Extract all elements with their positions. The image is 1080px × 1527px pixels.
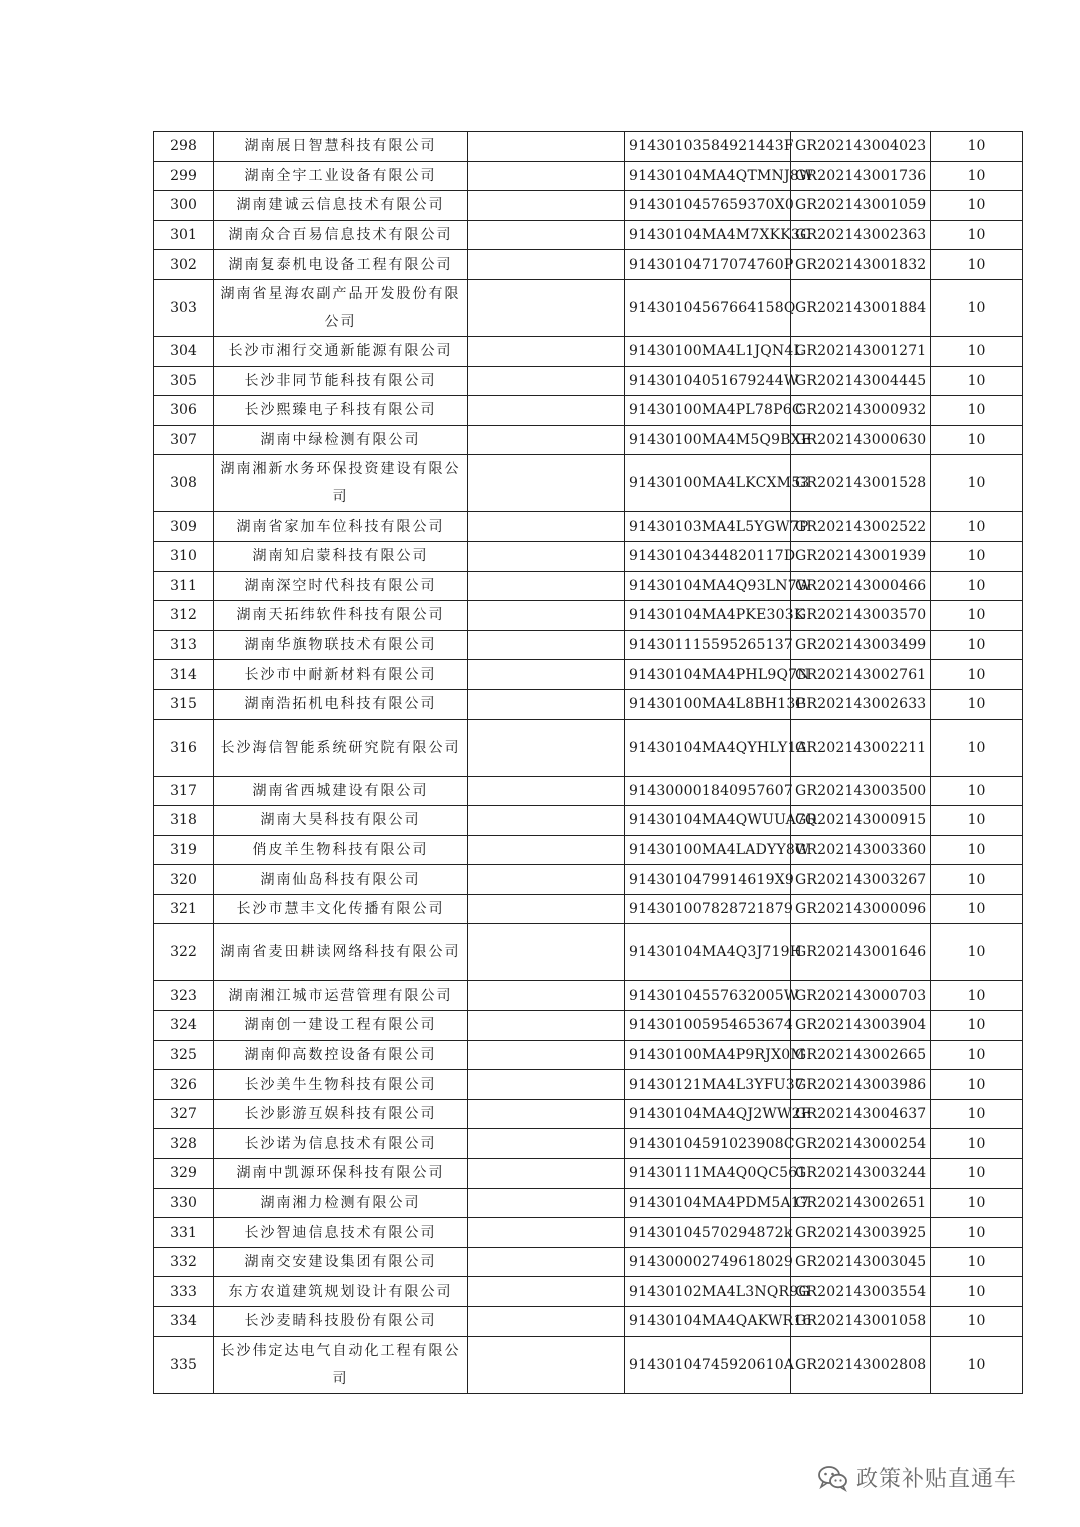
certificate-number: GR202143002363 <box>791 220 931 250</box>
company-name: 湖南中凯源环保科技有限公司 <box>214 1159 468 1189</box>
score-value: 10 <box>931 1336 1023 1393</box>
score-value: 10 <box>931 250 1023 280</box>
certificate-number: GR202143003244 <box>791 1159 931 1189</box>
certificate-number: GR202143002761 <box>791 660 931 690</box>
wechat-icon <box>818 1465 848 1491</box>
company-name: 长沙市中耐新材料有限公司 <box>214 660 468 690</box>
company-name: 湖南仙岛科技有限公司 <box>214 865 468 895</box>
empty-cell <box>468 336 625 366</box>
company-name: 湖南天拓纬软件科技有限公司 <box>214 601 468 631</box>
credit-code: 91430100MA4LKCXM53 <box>625 455 791 512</box>
row-number: 333 <box>154 1277 214 1307</box>
certificate-number: GR202143003904 <box>791 1011 931 1041</box>
score-value: 10 <box>931 571 1023 601</box>
certificate-number: GR202143002522 <box>791 512 931 542</box>
row-number: 318 <box>154 806 214 836</box>
certificate-number: GR202143002211 <box>791 719 931 776</box>
empty-cell <box>468 689 625 719</box>
company-name: 长沙智迪信息技术有限公司 <box>214 1218 468 1248</box>
company-name: 湖南湘新水务环保投资建设有限公司 <box>214 455 468 512</box>
empty-cell <box>468 835 625 865</box>
empty-cell <box>468 924 625 981</box>
table-row <box>154 1129 1023 1159</box>
empty-cell <box>468 630 625 660</box>
score-value: 10 <box>931 220 1023 250</box>
credit-code: 91430104MA4Q93LN7W <box>625 571 791 601</box>
certificate-number: GR202143000932 <box>791 396 931 426</box>
empty-cell <box>468 1129 625 1159</box>
company-name: 湖南全宇工业设备有限公司 <box>214 161 468 191</box>
empty-cell <box>468 1188 625 1218</box>
credit-code: 91430104570294872k <box>625 1218 791 1248</box>
empty-cell <box>468 132 625 162</box>
score-value: 10 <box>931 1070 1023 1100</box>
certificate-number: GR202143003500 <box>791 776 931 806</box>
empty-cell <box>468 1218 625 1248</box>
row-number: 331 <box>154 1218 214 1248</box>
row-number: 319 <box>154 835 214 865</box>
company-name: 湖南知启蒙科技有限公司 <box>214 541 468 571</box>
row-number: 301 <box>154 220 214 250</box>
table-row <box>154 924 1023 981</box>
credit-code: 91430104MA4QAKWR16 <box>625 1307 791 1337</box>
empty-cell <box>468 981 625 1011</box>
score-value: 10 <box>931 366 1023 396</box>
company-name: 湖南深空时代科技有限公司 <box>214 571 468 601</box>
row-number: 324 <box>154 1011 214 1041</box>
certificate-number: GR202143003267 <box>791 865 931 895</box>
company-name: 长沙海信智能系统研究院有限公司 <box>214 719 468 776</box>
score-value: 10 <box>931 1247 1023 1277</box>
credit-code: 914300001840957607 <box>625 776 791 806</box>
empty-cell <box>468 865 625 895</box>
table-body <box>154 132 1023 1394</box>
empty-cell <box>468 279 625 336</box>
company-list-table <box>153 131 1023 1394</box>
score-value: 10 <box>931 1011 1023 1041</box>
credit-code: 91430104MA4M7XKK3C <box>625 220 791 250</box>
row-number: 305 <box>154 366 214 396</box>
certificate-number: GR202143003554 <box>791 1277 931 1307</box>
credit-code: 91430104MA4PDM5A17 <box>625 1188 791 1218</box>
score-value: 10 <box>931 1277 1023 1307</box>
table-row <box>154 601 1023 631</box>
credit-code: 914301005954653674 <box>625 1011 791 1041</box>
row-number: 334 <box>154 1307 214 1337</box>
table-row <box>154 279 1023 336</box>
empty-cell <box>468 1070 625 1100</box>
certificate-number: GR202143000096 <box>791 894 931 924</box>
credit-code: 914301115595265137 <box>625 630 791 660</box>
empty-cell <box>468 894 625 924</box>
row-number: 308 <box>154 455 214 512</box>
score-value: 10 <box>931 776 1023 806</box>
certificate-number: GR202143003045 <box>791 1247 931 1277</box>
credit-code: 91430100MA4L8BH13P <box>625 689 791 719</box>
row-number: 312 <box>154 601 214 631</box>
credit-code: 91430103584921443F <box>625 132 791 162</box>
row-number: 321 <box>154 894 214 924</box>
score-value: 10 <box>931 894 1023 924</box>
table-row <box>154 1307 1023 1337</box>
credit-code: 91430103MA4L5YGW7P <box>625 512 791 542</box>
company-name: 湖南众合百易信息技术有限公司 <box>214 220 468 250</box>
certificate-number: GR202143001939 <box>791 541 931 571</box>
company-name: 湖南复泰机电设备工程有限公司 <box>214 250 468 280</box>
row-number: 309 <box>154 512 214 542</box>
table-row <box>154 366 1023 396</box>
credit-code: 9143010457659370X0 <box>625 191 791 221</box>
score-value: 10 <box>931 161 1023 191</box>
table-row <box>154 1188 1023 1218</box>
row-number: 325 <box>154 1040 214 1070</box>
certificate-number: GR202143001646 <box>791 924 931 981</box>
credit-code: 91430121MA4L3YFU37 <box>625 1070 791 1100</box>
score-value: 10 <box>931 1188 1023 1218</box>
score-value: 10 <box>931 719 1023 776</box>
empty-cell <box>468 776 625 806</box>
row-number: 328 <box>154 1129 214 1159</box>
table-row <box>154 250 1023 280</box>
certificate-number: GR202143003570 <box>791 601 931 631</box>
row-number: 316 <box>154 719 214 776</box>
credit-code: 91430104557632005W <box>625 981 791 1011</box>
row-number: 302 <box>154 250 214 280</box>
score-value: 10 <box>931 336 1023 366</box>
table-row <box>154 1099 1023 1129</box>
credit-code: 91430100MA4P9RJX0M <box>625 1040 791 1070</box>
company-name: 俏皮羊生物科技有限公司 <box>214 835 468 865</box>
credit-code: 91430100MA4LADYY8W <box>625 835 791 865</box>
company-name: 湖南浩拓机电科技有限公司 <box>214 689 468 719</box>
certificate-number: GR202143000630 <box>791 425 931 455</box>
empty-cell <box>468 660 625 690</box>
company-name: 湖南湘江城市运营管理有限公司 <box>214 981 468 1011</box>
empty-cell <box>468 1159 625 1189</box>
company-name: 湖南交安建设集团有限公司 <box>214 1247 468 1277</box>
table-row <box>154 894 1023 924</box>
table-row <box>154 1218 1023 1248</box>
row-number: 320 <box>154 865 214 895</box>
credit-code: 91430104745920610A <box>625 1336 791 1393</box>
certificate-number: GR202143002808 <box>791 1336 931 1393</box>
certificate-number: GR202143004445 <box>791 366 931 396</box>
score-value: 10 <box>931 512 1023 542</box>
credit-code: 91430111MA4Q0QC561 <box>625 1159 791 1189</box>
company-name: 湖南省星海农副产品开发股份有限公司 <box>214 279 468 336</box>
certificate-number: GR202143001271 <box>791 336 931 366</box>
table-row <box>154 396 1023 426</box>
table-row <box>154 689 1023 719</box>
empty-cell <box>468 1099 625 1129</box>
score-value: 10 <box>931 279 1023 336</box>
row-number: 299 <box>154 161 214 191</box>
row-number: 323 <box>154 981 214 1011</box>
table-row <box>154 220 1023 250</box>
table-row <box>154 425 1023 455</box>
company-name: 湖南湘力检测有限公司 <box>214 1188 468 1218</box>
credit-code: 91430104717074760P <box>625 250 791 280</box>
row-number: 317 <box>154 776 214 806</box>
score-value: 10 <box>931 1218 1023 1248</box>
table-row <box>154 660 1023 690</box>
company-name: 长沙非同节能科技有限公司 <box>214 366 468 396</box>
score-value: 10 <box>931 835 1023 865</box>
score-value: 10 <box>931 1307 1023 1337</box>
table-row <box>154 865 1023 895</box>
score-value: 10 <box>931 1159 1023 1189</box>
certificate-number: GR202143001528 <box>791 455 931 512</box>
empty-cell <box>468 541 625 571</box>
company-name: 湖南创一建设工程有限公司 <box>214 1011 468 1041</box>
credit-code: 914300002749618029 <box>625 1247 791 1277</box>
table-row <box>154 630 1023 660</box>
certificate-number: GR202143003499 <box>791 630 931 660</box>
table-row <box>154 1040 1023 1070</box>
table-row <box>154 541 1023 571</box>
table-row <box>154 806 1023 836</box>
certificate-number: GR202143004023 <box>791 132 931 162</box>
company-name: 湖南省西城建设有限公司 <box>214 776 468 806</box>
table-row <box>154 1070 1023 1100</box>
empty-cell <box>468 719 625 776</box>
score-value: 10 <box>931 541 1023 571</box>
company-name: 长沙市湘行交通新能源有限公司 <box>214 336 468 366</box>
empty-cell <box>468 601 625 631</box>
company-name: 湖南大昊科技有限公司 <box>214 806 468 836</box>
company-name: 湖南展日智慧科技有限公司 <box>214 132 468 162</box>
certificate-number: GR202143001058 <box>791 1307 931 1337</box>
watermark <box>818 1462 1017 1493</box>
certificate-number: GR202143000915 <box>791 806 931 836</box>
row-number: 332 <box>154 1247 214 1277</box>
certificate-number: GR202143003925 <box>791 1218 931 1248</box>
row-number: 307 <box>154 425 214 455</box>
credit-code: 91430102MA4L3NQR9G <box>625 1277 791 1307</box>
row-number: 303 <box>154 279 214 336</box>
company-name: 湖南仰高数控设备有限公司 <box>214 1040 468 1070</box>
score-value: 10 <box>931 132 1023 162</box>
company-name: 长沙伟定达电气自动化工程有限公司 <box>214 1336 468 1393</box>
score-value: 10 <box>931 425 1023 455</box>
table-row <box>154 1336 1023 1393</box>
table-row <box>154 512 1023 542</box>
score-value: 10 <box>931 1040 1023 1070</box>
credit-code: 91430104MA4QYHLY1A <box>625 719 791 776</box>
row-number: 327 <box>154 1099 214 1129</box>
credit-code: 91430104344820117D <box>625 541 791 571</box>
score-value: 10 <box>931 191 1023 221</box>
table-row <box>154 161 1023 191</box>
table-row <box>154 132 1023 162</box>
row-number: 326 <box>154 1070 214 1100</box>
row-number: 311 <box>154 571 214 601</box>
score-value: 10 <box>931 981 1023 1011</box>
row-number: 304 <box>154 336 214 366</box>
credit-code: 91430104567664158Q <box>625 279 791 336</box>
company-name: 湖南省麦田耕读网络科技有限公司 <box>214 924 468 981</box>
score-value: 10 <box>931 689 1023 719</box>
company-name: 湖南省家加车位科技有限公司 <box>214 512 468 542</box>
certificate-number: GR202143002633 <box>791 689 931 719</box>
score-value: 10 <box>931 455 1023 512</box>
empty-cell <box>468 425 625 455</box>
empty-cell <box>468 396 625 426</box>
score-value: 10 <box>931 601 1023 631</box>
certificate-number: GR202143001884 <box>791 279 931 336</box>
certificate-number: GR202143001736 <box>791 161 931 191</box>
row-number: 306 <box>154 396 214 426</box>
table-row <box>154 1277 1023 1307</box>
row-number: 335 <box>154 1336 214 1393</box>
row-number: 330 <box>154 1188 214 1218</box>
certificate-number: GR202143000254 <box>791 1129 931 1159</box>
table-row <box>154 981 1023 1011</box>
row-number: 329 <box>154 1159 214 1189</box>
credit-code: 91430104MA4PHL9Q7N <box>625 660 791 690</box>
score-value: 10 <box>931 630 1023 660</box>
company-name: 长沙影游互娱科技有限公司 <box>214 1099 468 1129</box>
certificate-number: GR202143003360 <box>791 835 931 865</box>
score-value: 10 <box>931 865 1023 895</box>
empty-cell <box>468 1011 625 1041</box>
table-row <box>154 719 1023 776</box>
table-row <box>154 191 1023 221</box>
empty-cell <box>468 1247 625 1277</box>
certificate-number: GR202143002665 <box>791 1040 931 1070</box>
certificate-number: GR202143000703 <box>791 981 931 1011</box>
credit-code: 91430104591023908C <box>625 1129 791 1159</box>
empty-cell <box>468 512 625 542</box>
table-row <box>154 1159 1023 1189</box>
empty-cell <box>468 1307 625 1337</box>
credit-code: 91430104MA4PKE303K <box>625 601 791 631</box>
score-value: 10 <box>931 396 1023 426</box>
credit-code: 91430100MA4L1JQN4L <box>625 336 791 366</box>
credit-code: 91430104MA4Q3J719H <box>625 924 791 981</box>
company-name: 长沙市慧丰文化传播有限公司 <box>214 894 468 924</box>
certificate-number: GR202143004637 <box>791 1099 931 1129</box>
empty-cell <box>468 455 625 512</box>
empty-cell <box>468 1277 625 1307</box>
score-value: 10 <box>931 660 1023 690</box>
company-name: 长沙麦睛科技股份有限公司 <box>214 1307 468 1337</box>
table-row <box>154 776 1023 806</box>
empty-cell <box>468 161 625 191</box>
table-row <box>154 835 1023 865</box>
empty-cell <box>468 366 625 396</box>
row-number: 313 <box>154 630 214 660</box>
company-name: 长沙熙臻电子科技有限公司 <box>214 396 468 426</box>
credit-code: 91430100MA4M5Q9BXE <box>625 425 791 455</box>
table-row <box>154 1011 1023 1041</box>
row-number: 315 <box>154 689 214 719</box>
credit-code: 91430100MA4PL78P6C <box>625 396 791 426</box>
row-number: 298 <box>154 132 214 162</box>
score-value: 10 <box>931 1099 1023 1129</box>
table-row <box>154 1247 1023 1277</box>
company-name: 湖南华旗物联技术有限公司 <box>214 630 468 660</box>
row-number: 310 <box>154 541 214 571</box>
watermark-text: 政策补贴直通车 <box>856 1467 1018 1492</box>
table-row <box>154 455 1023 512</box>
credit-code: 91430104MA4QJ2WW2F <box>625 1099 791 1129</box>
row-number: 322 <box>154 924 214 981</box>
certificate-number: GR202143001059 <box>791 191 931 221</box>
empty-cell <box>468 571 625 601</box>
empty-cell <box>468 1336 625 1393</box>
credit-code: 9143010479914619X9 <box>625 865 791 895</box>
table-row <box>154 571 1023 601</box>
certificate-number: GR202143003986 <box>791 1070 931 1100</box>
credit-code: 91430104051679244W <box>625 366 791 396</box>
score-value: 10 <box>931 924 1023 981</box>
score-value: 10 <box>931 806 1023 836</box>
company-name: 湖南中绿检测有限公司 <box>214 425 468 455</box>
credit-code: 91430104MA4QWUUA7Q <box>625 806 791 836</box>
empty-cell <box>468 806 625 836</box>
credit-code: 91430104MA4QTMNJ8W <box>625 161 791 191</box>
company-name: 湖南建诚云信息技术有限公司 <box>214 191 468 221</box>
certificate-number: GR202143002651 <box>791 1188 931 1218</box>
company-name: 长沙诺为信息技术有限公司 <box>214 1129 468 1159</box>
score-value: 10 <box>931 1129 1023 1159</box>
empty-cell <box>468 191 625 221</box>
empty-cell <box>468 220 625 250</box>
company-name: 长沙美牛生物科技有限公司 <box>214 1070 468 1100</box>
credit-code: 914301007828721879 <box>625 894 791 924</box>
row-number: 314 <box>154 660 214 690</box>
row-number: 300 <box>154 191 214 221</box>
empty-cell <box>468 250 625 280</box>
certificate-number: GR202143000466 <box>791 571 931 601</box>
company-name: 东方农道建筑规划设计有限公司 <box>214 1277 468 1307</box>
empty-cell <box>468 1040 625 1070</box>
certificate-number: GR202143001832 <box>791 250 931 280</box>
table-row <box>154 336 1023 366</box>
